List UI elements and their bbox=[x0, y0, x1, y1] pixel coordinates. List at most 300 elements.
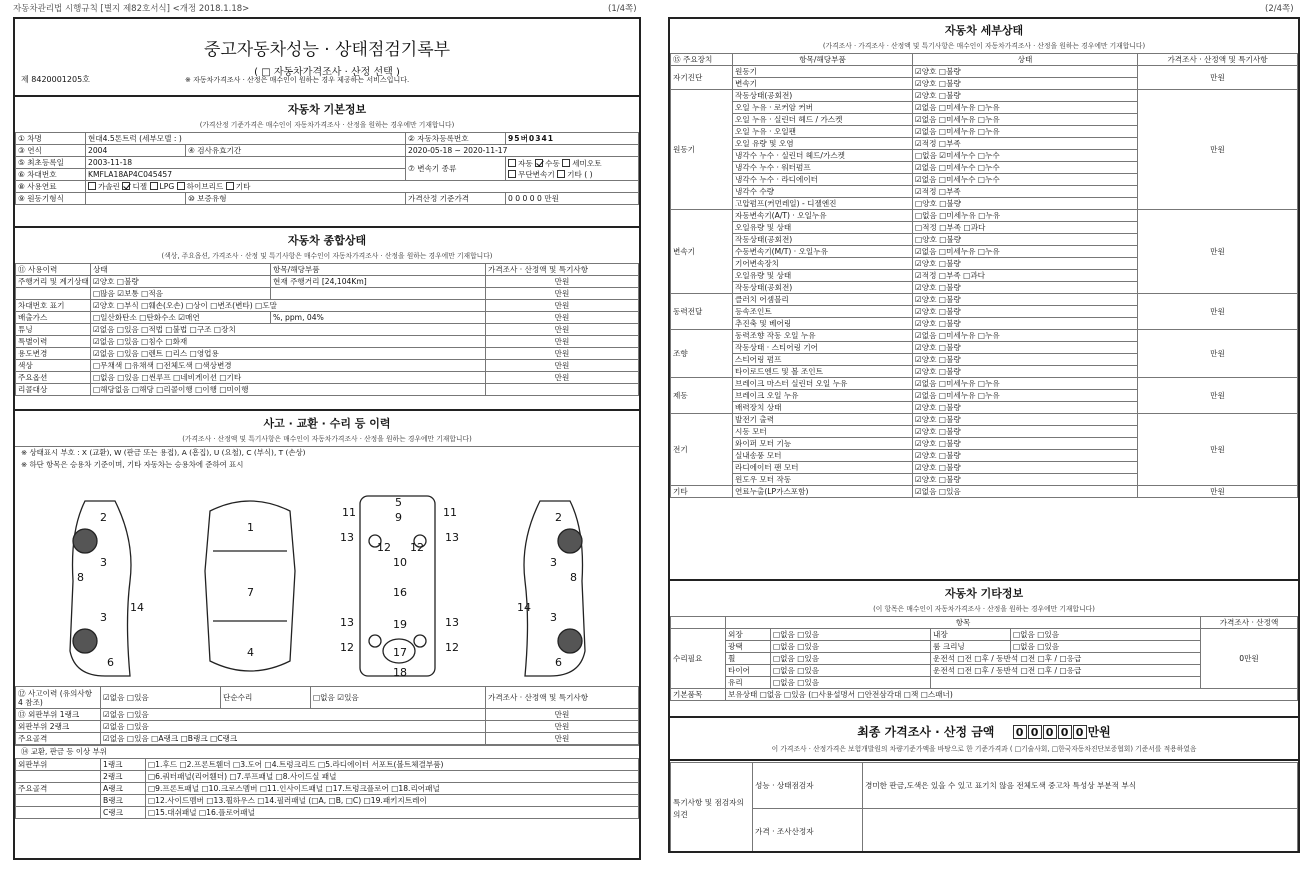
detail-item: 냉각수 누수 · 실린더 헤드/가스켓 bbox=[733, 150, 913, 162]
detail-item: 변속기 bbox=[733, 78, 913, 90]
detail-item: 작동상태 · 스티어링 기어 bbox=[733, 342, 913, 354]
cell-text bbox=[16, 807, 101, 819]
detail-item: 클러치 어셈블리 bbox=[733, 294, 913, 306]
detail-status: ☑없음 □미세누유 □누유 bbox=[913, 390, 1138, 402]
page-number-2: (2/4쪽) bbox=[1265, 4, 1294, 14]
detail-item: 추진축 및 베어링 bbox=[733, 318, 913, 330]
cell-text: □9.프론트패널 □10.크로스멤버 □11.인사이드패널 □17.트렁크플로어 □18.리어패널 bbox=[146, 783, 639, 795]
detail-item: 원동기 bbox=[733, 66, 913, 78]
cell-text: □15.대쉬패널 □16.플로어패널 bbox=[146, 807, 639, 819]
cell-text: ② 자동차등록번호 bbox=[406, 133, 506, 145]
cell-text: 만원 bbox=[486, 324, 639, 336]
cell-text: ⑥ 차대번호 bbox=[16, 169, 86, 181]
cell-text: ☑양호 □불량 bbox=[91, 276, 271, 288]
summary-section bbox=[15, 229, 639, 411]
cell-text: 리콜대상 bbox=[16, 384, 91, 396]
checkbox[interactable] bbox=[557, 170, 565, 178]
detail-status: ☑없음 □미세누수 □누수 bbox=[913, 174, 1138, 186]
detail-status: ☑양호 □불량 bbox=[913, 426, 1138, 438]
svg-text:6: 6 bbox=[555, 656, 562, 669]
detail-item: 냉각수 누수 · 라디에이터 bbox=[733, 174, 913, 186]
detail-row bbox=[671, 330, 1298, 342]
detail-group: 원동기 bbox=[671, 90, 733, 210]
cell-text: 상태 bbox=[91, 264, 271, 276]
detail-price: 만원 bbox=[1138, 330, 1298, 378]
detail-status: ☑양호 □불량 bbox=[913, 414, 1138, 426]
cell-text: 내장 bbox=[931, 629, 1011, 641]
cell-text: 배출가스 bbox=[16, 312, 91, 324]
section-note: (가격산정 기준가격은 매수인이 자동차가격조사 · 산정을 원하는 경우에만 기재합니다) bbox=[199, 121, 455, 129]
detail-item: 발전기 출력 bbox=[733, 414, 913, 426]
cell-text: 타이어 bbox=[726, 665, 771, 677]
exchange-title: ⑭ 교환, 판금 등 이상 부위 bbox=[15, 745, 639, 758]
svg-text:3: 3 bbox=[100, 556, 107, 569]
svg-text:8: 8 bbox=[77, 571, 84, 584]
section-title: 자동차 종합상태 bbox=[287, 234, 367, 247]
cell-text: 2004 bbox=[86, 145, 186, 157]
cell-text: □없음 □있음 bbox=[771, 653, 931, 665]
detail-status: □양호 □불량 bbox=[913, 234, 1138, 246]
page-1 bbox=[13, 17, 641, 860]
svg-text:12: 12 bbox=[410, 541, 424, 554]
cell-text: 자동 bbox=[518, 158, 533, 168]
cell-text bbox=[271, 288, 486, 300]
title-block bbox=[15, 19, 639, 97]
cell-text: KMFLA18AP4C045457 bbox=[86, 169, 406, 181]
detail-item: 실내송풍 모터 bbox=[733, 450, 913, 462]
detail-section bbox=[670, 19, 1298, 581]
cell-text: ⑮ 주요장치 bbox=[671, 54, 733, 66]
subtitle: ( □ 자동차가격조사 · 산정 선택 ) bbox=[254, 67, 400, 78]
page-2 bbox=[668, 17, 1300, 853]
detail-status: ☑없음 □미세누유 □누유 bbox=[913, 102, 1138, 114]
detail-group: 동력전달 bbox=[671, 294, 733, 330]
detail-status: ☑양호 □불량 bbox=[913, 90, 1138, 102]
cell-text: 만원 bbox=[486, 336, 639, 348]
cell-text: ☑없음 □있음 bbox=[101, 721, 486, 733]
detail-item: 자동변속기(A/T) · 오일누유 bbox=[733, 210, 913, 222]
cell-text: □없음 □있음 bbox=[771, 677, 931, 689]
detail-item: 냉각수 수량 bbox=[733, 186, 913, 198]
other-info-section bbox=[670, 582, 1298, 718]
cell-text: ☑양호 □부식 □훼손(오손) □상이 □변조(변타) □도말 bbox=[91, 300, 486, 312]
detail-group: 자기진단 bbox=[671, 66, 733, 90]
detail-status: □없음 □미세누유 □누유 bbox=[913, 210, 1138, 222]
cell-text: 룸 크리닝 bbox=[931, 641, 1011, 653]
svg-text:13: 13 bbox=[445, 616, 459, 629]
cell-text: 수리필요 bbox=[671, 629, 726, 689]
cell-text: 보유상태 □없음 □있음 (□사용설명서 □안전삼각대 □잭 □스패너) bbox=[726, 689, 1298, 701]
cell-text: □6.쿼터패널(리어휀더) □7.루프패널 □8.사이드실 패널 bbox=[146, 771, 639, 783]
detail-status: ☑양호 □불량 bbox=[913, 366, 1138, 378]
cell-text: 만원 bbox=[486, 733, 639, 745]
section-note: (가격조사 · 산정액 및 특기사항은 매수인이 자동차가격조사 · 산정을 원하는 경우에만 기재합니다) bbox=[182, 435, 472, 443]
svg-text:14: 14 bbox=[130, 601, 144, 614]
final-note: 이 가격조사 · 산정가격은 보험개발원의 차량기준가액을 바탕으로 한 기준가격과 ( □기술사회, □한국자동차진단보증협회) 기준서를 적용하였음 bbox=[771, 745, 1197, 753]
cell-text: 운전석 □전 □후 / 동반석 □전 □후 / □응급 bbox=[931, 665, 1201, 677]
cell-text: 가격조사 · 산정액 및 특기사항 bbox=[1138, 54, 1298, 66]
cell-text: ⑪ 사용이력 bbox=[16, 264, 91, 276]
cell-text: □많음 ☑보통 □적음 bbox=[91, 288, 271, 300]
cell-text: 가격 · 조사산정자 bbox=[753, 809, 863, 854]
detail-item: 작동상태(공회전) bbox=[733, 282, 913, 294]
cell-text: □없음 ☑있음 bbox=[311, 687, 486, 709]
detail-group: 전기 bbox=[671, 414, 733, 486]
checkbox[interactable] bbox=[562, 159, 570, 167]
basic-info-table bbox=[15, 132, 639, 205]
cell-text bbox=[863, 809, 1298, 854]
detail-status: ☑없음 □있음 bbox=[913, 486, 1138, 498]
detail-price: 만원 bbox=[1138, 486, 1298, 498]
cell-text: 항목 bbox=[726, 617, 1201, 629]
detail-status: ☑양호 □불량 bbox=[913, 78, 1138, 90]
svg-text:1: 1 bbox=[247, 521, 254, 534]
cell-text: 단순수리 bbox=[221, 687, 311, 709]
section-title: 자동차 세부상태 bbox=[944, 24, 1024, 37]
cell-text: 0 0 0 0 0 만원 bbox=[506, 193, 639, 205]
section-title: 자동차 기본정보 bbox=[287, 103, 367, 116]
detail-price: 만원 bbox=[1138, 210, 1298, 294]
detail-row bbox=[671, 414, 1298, 426]
cell-text: %, ppm, 04% bbox=[271, 312, 486, 324]
detail-group: 제동 bbox=[671, 378, 733, 414]
detail-status: ☑양호 □불량 bbox=[913, 282, 1138, 294]
detail-item: 브레이크 오일 누유 bbox=[733, 390, 913, 402]
opinion-section bbox=[670, 762, 1298, 853]
cell-text: 가격조사 · 산정액 및 특기사항 bbox=[486, 687, 639, 709]
cell-text: 만원 bbox=[486, 348, 639, 360]
exchange-table bbox=[15, 758, 639, 819]
detail-status: ☑적정 □부족 bbox=[913, 138, 1138, 150]
svg-text:2: 2 bbox=[100, 511, 107, 524]
cell-text: 유리 bbox=[726, 677, 771, 689]
detail-item: 스티어링 펌프 bbox=[733, 354, 913, 366]
detail-status: ☑적정 □부족 bbox=[913, 186, 1138, 198]
detail-status: ☑양호 □불량 bbox=[913, 258, 1138, 270]
cell-text: LPG bbox=[159, 182, 175, 191]
svg-text:5: 5 bbox=[395, 496, 402, 509]
detail-item: 오일 누유 · 로커암 커버 bbox=[733, 102, 913, 114]
detail-row bbox=[671, 486, 1298, 498]
cell-text: ⑧ 사용연료 bbox=[16, 181, 86, 193]
checkbox[interactable] bbox=[508, 159, 516, 167]
detail-item: 작동상태(공회전) bbox=[733, 234, 913, 246]
detail-status: ☑양호 □불량 bbox=[913, 318, 1138, 330]
cell-text: 기타 bbox=[235, 182, 251, 191]
cell-text: 0 bbox=[1013, 725, 1027, 739]
detail-status: ☑적정 □부족 □과다 bbox=[913, 270, 1138, 282]
detail-status: ☑양호 □불량 bbox=[913, 450, 1138, 462]
cell-text: ☑없음 □있음 bbox=[101, 687, 221, 709]
cell-text bbox=[16, 288, 91, 300]
detail-status: ☑양호 □불량 bbox=[913, 66, 1138, 78]
section-note: (가격조사 · 가격조사 · 산정액 및 특기사항은 매수인이 자동차가격조사 · 산정을 원하는 경우에만 기재합니다) bbox=[822, 42, 1146, 50]
final-price-title: 최종 가격조사 · 산정 금액 bbox=[857, 725, 995, 739]
cell-text: 주요옵션 bbox=[16, 372, 91, 384]
cell-text: 무단변속기 bbox=[518, 169, 555, 179]
summary-table bbox=[15, 263, 639, 396]
section-note: (색상, 주요옵션, 가격조사 · 산정 및 특기사항은 매수인이 자동차가격조사 · 산정을 원하는 경우에만 기재합니다) bbox=[161, 252, 493, 260]
cell-text: 외판부위 2랭크 bbox=[16, 721, 101, 733]
detail-status: ☑양호 □불량 bbox=[913, 438, 1138, 450]
detail-group: 변속기 bbox=[671, 210, 733, 294]
detail-item: 와이퍼 모터 기능 bbox=[733, 438, 913, 450]
detail-status: ☑없음 □미세누유 □누유 bbox=[913, 126, 1138, 138]
cell-text: 만원 bbox=[486, 288, 639, 300]
detail-item: 브레이크 마스터 실린더 오일 누유 bbox=[733, 378, 913, 390]
detail-item: 오일 유량 및 오염 bbox=[733, 138, 913, 150]
cell-text: 색상 bbox=[16, 360, 91, 372]
detail-item: 동력조향 작동 오일 누유 bbox=[733, 330, 913, 342]
other-info-table bbox=[670, 616, 1298, 701]
cell-text: 주요골격 bbox=[16, 733, 101, 745]
cell-text: 특별이력 bbox=[16, 336, 91, 348]
cell-text: 항목/해당부품 bbox=[733, 54, 913, 66]
accident-table bbox=[15, 686, 639, 745]
cell-text: 특기사항 및 점검자의 의견 bbox=[671, 763, 753, 854]
detail-item: 오일유량 및 상태 bbox=[733, 222, 913, 234]
cell-text: 운전석 □전 □후 / 동반석 □전 □후 / □응급 bbox=[931, 653, 1201, 665]
cell-text: 성능 · 상태점검자 bbox=[753, 763, 863, 809]
detail-status: ☑없음 □미세누유 □누유 bbox=[913, 114, 1138, 126]
checkbox[interactable] bbox=[150, 182, 158, 190]
cell-text: 상태 bbox=[913, 54, 1138, 66]
cell-text: 가솔린 bbox=[98, 182, 121, 191]
detail-status: □없음 ☑미세누수 □누수 bbox=[913, 150, 1138, 162]
final-price bbox=[670, 719, 1298, 761]
cell-text: □일산화탄소 □탄화수소 ☑매연 bbox=[91, 312, 271, 324]
cell-text: □없음 □있음 bbox=[1011, 629, 1201, 641]
detail-item: 시동 모터 bbox=[733, 426, 913, 438]
detail-status: ☑양호 □불량 bbox=[913, 474, 1138, 486]
cell-text: 경미한 판금,도색은 있을 수 있고 표기치 않음 전체도색 중고차 특성상 부분적 부식 bbox=[863, 763, 1298, 809]
cell-text: ⑫ 사고이력 (유의사항 4 참조) bbox=[16, 687, 101, 709]
cell-text: 기본품목 bbox=[671, 689, 726, 701]
cell-text: ☑없음 □있음 □적법 □불법 □구조 □장치 bbox=[91, 324, 486, 336]
cell-text: □무채색 □유채색 □전체도색 □색상변경 bbox=[91, 360, 486, 372]
cell-text bbox=[16, 771, 101, 783]
svg-text:3: 3 bbox=[550, 611, 557, 624]
svg-text:11: 11 bbox=[443, 506, 457, 519]
cell-text: ☑없음 □있음 □렌트 □리스 □영업용 bbox=[91, 348, 486, 360]
cell-text: 외장 bbox=[726, 629, 771, 641]
detail-status: ☑양호 □불량 bbox=[913, 294, 1138, 306]
detail-status: □적정 □부족 □과다 bbox=[913, 222, 1138, 234]
plate-number: 95버0341 bbox=[506, 133, 639, 145]
svg-text:13: 13 bbox=[340, 616, 354, 629]
cell-text: □없음 □있음 bbox=[1011, 641, 1201, 653]
svg-text:2: 2 bbox=[555, 511, 562, 524]
detail-row bbox=[671, 294, 1298, 306]
cell-text: □없음 □있음 bbox=[771, 641, 931, 653]
checkbox[interactable] bbox=[535, 159, 543, 167]
detail-item: 수동변속기(M/T) · 오일누유 bbox=[733, 246, 913, 258]
detail-status: ☑없음 □미세누유 □누유 bbox=[913, 246, 1138, 258]
detail-item: 라디에이터 팬 모터 bbox=[733, 462, 913, 474]
detail-row bbox=[671, 378, 1298, 390]
cell-text: ☑없음 □있음 □A랭크 □B랭크 □C랭크 bbox=[101, 733, 486, 745]
cell-text: 가격조사 · 산정액 bbox=[1201, 617, 1298, 629]
svg-text:17: 17 bbox=[393, 646, 407, 659]
svg-text:8: 8 bbox=[570, 571, 577, 584]
page-number-1: (1/4쪽) bbox=[608, 4, 637, 14]
cell-text: 가격산정 기준가격 bbox=[406, 193, 506, 205]
cell-text: 주요골격 bbox=[16, 783, 101, 795]
cell-text: □없음 □있음 bbox=[771, 629, 931, 641]
checkbox[interactable] bbox=[88, 182, 96, 190]
detail-price: 만원 bbox=[1138, 414, 1298, 486]
cell-text: 수동 bbox=[545, 158, 560, 168]
final-unit: 만원 bbox=[1087, 725, 1111, 739]
cell-text: ① 차명 bbox=[16, 133, 86, 145]
detail-item: 고압펌프(커먼레일) - 디젤엔진 bbox=[733, 198, 913, 210]
detail-status: ☑없음 □미세누유 □누유 bbox=[913, 378, 1138, 390]
detail-item: 기어변속장치 bbox=[733, 258, 913, 270]
cell-text: □12.사이드멤버 □13.휠하우스 □14.필러패널 (□A, □B, □C) □19.패키지트레이 bbox=[146, 795, 639, 807]
svg-text:19: 19 bbox=[393, 618, 407, 631]
cell-text: 만원 bbox=[486, 372, 639, 384]
cell-text: B랭크 bbox=[101, 795, 146, 807]
cell-text: 0 bbox=[1043, 725, 1057, 739]
detail-price: 만원 bbox=[1138, 294, 1298, 330]
cell-text: 0 bbox=[1058, 725, 1072, 739]
svg-text:11: 11 bbox=[342, 506, 356, 519]
svg-text:3: 3 bbox=[100, 611, 107, 624]
cell-text: 0 bbox=[1073, 725, 1087, 739]
cell-text bbox=[486, 384, 639, 396]
detail-item: 등속조인트 bbox=[733, 306, 913, 318]
svg-text:3: 3 bbox=[550, 556, 557, 569]
cell-text: 현재 주행거리 [24,104Km] bbox=[271, 276, 486, 288]
cell-text: 0 bbox=[1028, 725, 1042, 739]
repair-amount: 0만원 bbox=[1201, 629, 1298, 689]
detail-item: 타이로드엔드 및 볼 조인트 bbox=[733, 366, 913, 378]
detail-status: ☑양호 □불량 bbox=[913, 342, 1138, 354]
detail-status: □양호 □불량 bbox=[913, 198, 1138, 210]
svg-text:12: 12 bbox=[340, 641, 354, 654]
detail-price: 만원 bbox=[1138, 90, 1298, 210]
detail-status: ☑없음 □미세누수 □누수 bbox=[913, 162, 1138, 174]
detail-row bbox=[671, 90, 1298, 102]
doc-number: 제 8420001205호 bbox=[21, 75, 90, 84]
cell-text: 2랭크 bbox=[101, 771, 146, 783]
basic-info bbox=[15, 98, 639, 228]
svg-text:13: 13 bbox=[445, 531, 459, 544]
cell-text: 용도변경 bbox=[16, 348, 91, 360]
cell-text: 만원 bbox=[486, 276, 639, 288]
cell-text: □해당없음 □해당 □리콜이행 □이행 □미이행 bbox=[91, 384, 486, 396]
cell-text: 만원 bbox=[486, 360, 639, 372]
svg-text:9: 9 bbox=[395, 511, 402, 524]
cell-text: 디젤 bbox=[132, 182, 148, 191]
detail-item: 윈도우 모터 작동 bbox=[733, 474, 913, 486]
detail-table bbox=[670, 53, 1298, 498]
section-title: 사고 · 교환 · 수리 등 이력 bbox=[263, 417, 391, 430]
checkbox[interactable] bbox=[122, 182, 130, 190]
detail-price: 만원 bbox=[1138, 378, 1298, 414]
cell-text: 1랭크 bbox=[101, 759, 146, 771]
cell-text: 항목/해당부품 bbox=[271, 264, 486, 276]
cell-text bbox=[16, 795, 101, 807]
cell-text: □1.후드 □2.프론트휀더 □3.도어 □4.트렁크리드 □5.라디에이터 서포트(볼트체결부품) bbox=[146, 759, 639, 771]
cell-text: 기타 ( ) bbox=[567, 169, 593, 179]
cell-text: 만원 bbox=[486, 300, 639, 312]
checkbox[interactable] bbox=[226, 182, 234, 190]
svg-text:7: 7 bbox=[247, 586, 254, 599]
detail-item: 오일 누유 · 실린더 헤드 / 가스켓 bbox=[733, 114, 913, 126]
legend-note: ※ 하단 항목은 승용차 기준이며, 기타 자동차는 승용차에 준하여 표시 bbox=[21, 460, 244, 469]
form-header: 자동차관리법 시행규칙 [별지 제82호서식] <개정 2018.1.18> bbox=[13, 4, 250, 14]
cell-text: □없음 □있음 □썬루프 □네비게이션 □기타 bbox=[91, 372, 486, 384]
cell-text: 하이브리드 bbox=[186, 182, 224, 191]
cell-text: ⑨ 원동기형식 bbox=[16, 193, 86, 205]
cell-text: 만원 bbox=[486, 709, 639, 721]
cell-text: 가격조사 · 산정액 및 특기사항 bbox=[486, 264, 639, 276]
cell-text: 세미오토 bbox=[572, 158, 602, 168]
svg-text:4: 4 bbox=[247, 646, 254, 659]
cell-text: 휠 bbox=[726, 653, 771, 665]
detail-status: ☑양호 □불량 bbox=[913, 402, 1138, 414]
checkbox[interactable] bbox=[177, 182, 185, 190]
cell-text: 2003-11-18 bbox=[86, 157, 406, 169]
car-diagram bbox=[15, 471, 639, 686]
final-digits bbox=[1013, 725, 1088, 739]
cell-text: ⑤ 최초등록일 bbox=[16, 157, 86, 169]
cell-text: 차대번호 표기 bbox=[16, 300, 91, 312]
cell-text: ④ 검사유효기간 bbox=[186, 145, 406, 157]
svg-text:16: 16 bbox=[393, 586, 407, 599]
cell-text: ⑦ 변속기 종류 bbox=[406, 157, 506, 181]
checkbox[interactable] bbox=[508, 170, 516, 178]
detail-row bbox=[671, 210, 1298, 222]
cell-text: 만원 bbox=[486, 312, 639, 324]
detail-item: 배력장치 상태 bbox=[733, 402, 913, 414]
svg-text:18: 18 bbox=[393, 666, 407, 679]
opinion-table bbox=[670, 762, 1298, 853]
detail-status: ☑양호 □불량 bbox=[913, 354, 1138, 366]
service-note: ※ 자동차가격조사 · 산정은 매수인이 원하는 경우 제공하는 서비스입니다. bbox=[185, 76, 410, 84]
cell-text: ☑없음 □있음 □침수 □화재 bbox=[91, 336, 486, 348]
svg-text:12: 12 bbox=[445, 641, 459, 654]
cell-text: ⑬ 외판부위 1랭크 bbox=[16, 709, 101, 721]
cell-text: 2020-05-18 ~ 2020-11-17 bbox=[406, 145, 639, 157]
cell-text: 광택 bbox=[726, 641, 771, 653]
detail-group: 기타 bbox=[671, 486, 733, 498]
detail-item: 냉각수 누수 · 워터펌프 bbox=[733, 162, 913, 174]
detail-status: ☑없음 □미세누유 □누유 bbox=[913, 330, 1138, 342]
detail-group: 조향 bbox=[671, 330, 733, 378]
page-title: 중고자동차성능 · 상태점검기록부 bbox=[203, 40, 451, 60]
cell-text: C랭크 bbox=[101, 807, 146, 819]
svg-text:12: 12 bbox=[377, 541, 391, 554]
section-note: (이 항목은 매수인이 자동차가격조사 · 산정을 원하는 경우에만 기재합니다) bbox=[873, 605, 1095, 613]
legend-symbols: ※ 상태표시 부호 : X (교환), W (판금 또는 용접), A (흠집), U (요철), C (부식), T (손상) bbox=[15, 446, 639, 459]
cell-text: 주행거리 및 계기상태 bbox=[16, 276, 91, 288]
detail-item: 연료누출(LP가스포함) bbox=[733, 486, 913, 498]
cell-text: ⑩ 보증유형 bbox=[186, 193, 406, 205]
accident-section bbox=[15, 412, 639, 860]
svg-text:13: 13 bbox=[340, 531, 354, 544]
cell-text: 외판부위 bbox=[16, 759, 101, 771]
detail-row bbox=[671, 66, 1298, 78]
detail-status: ☑양호 □불량 bbox=[913, 306, 1138, 318]
cell-text: 튜닝 bbox=[16, 324, 91, 336]
svg-text:14: 14 bbox=[517, 601, 531, 614]
section-title: 자동차 기타정보 bbox=[944, 587, 1024, 600]
cell-text: ☑없음 □있음 bbox=[101, 709, 486, 721]
detail-item: 작동상태(공회전) bbox=[733, 90, 913, 102]
svg-text:10: 10 bbox=[393, 556, 407, 569]
